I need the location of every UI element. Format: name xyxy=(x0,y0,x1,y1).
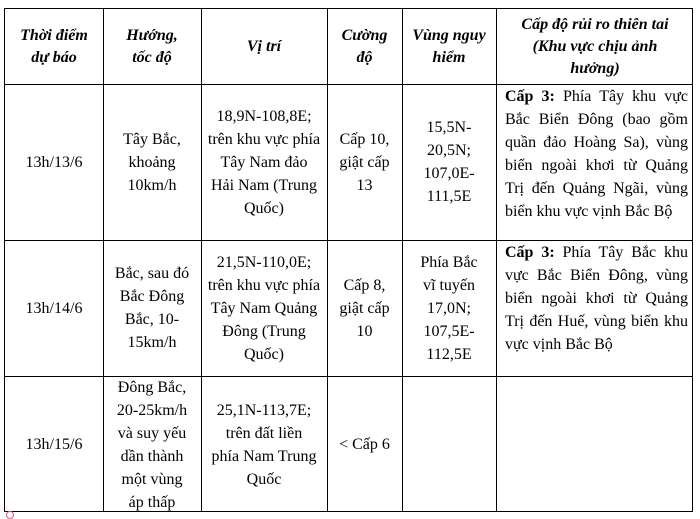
row2-direction: Bắc, sau đó Bắc Đông Bắc, 10-15km/h xyxy=(114,265,190,351)
header-time: Thời điểm dự báo xyxy=(20,26,88,66)
row2-danger-zone: Phía Bắc vĩ tuyến 17,0N; 107,5E-112,5E xyxy=(420,253,478,363)
row2-intensity: Cấp 8, giật cấp 10 xyxy=(339,276,390,340)
row1-danger-zone: 15,5N-20,5N; 107,0E-111,5E xyxy=(423,119,475,205)
header-direction: Hướng, tốc độ xyxy=(126,26,178,66)
row1-risk-area: Phía Tây khu vực Bắc Biển Đông (bao gồm quần đảo Hoàng Sa), vùng biển ngoài khơi từ Quảng Trị đến Quảng Ngãi, vùng biển khu vực vịnh Bắc Bộ xyxy=(505,88,689,220)
header-risk-level: Cấp độ rủi ro thiên tai (Khu vực chịu ảnh hưởng) xyxy=(521,15,669,77)
row1-direction: Tây Bắc, khoảng 10km/h xyxy=(123,130,181,194)
row3-direction: Đông Bắc, 20-25km/h và suy yếu dần thành một vùng áp thấp xyxy=(116,378,188,511)
row1-risk-cell xyxy=(496,84,694,240)
row2-position: 21,5N-110,0E; trên khu vực phía Tây Nam Quảng Đông (Trung Quốc) xyxy=(207,253,321,363)
row1-time: 13h/13/6 xyxy=(25,153,83,171)
row3-time: 13h/15/6 xyxy=(25,436,83,453)
row3-position: 25,1N-113,7E; trên đất liền phía Nam Trung Quốc xyxy=(211,401,317,488)
row1-position: 18,9N-108,8E; trên khu vực phía Tây Nam đảo Hải Nam (Trung Quốc) xyxy=(207,107,321,217)
header-danger-zone: Vùng nguy hiểm xyxy=(412,26,486,66)
row2-risk-cell xyxy=(496,240,694,376)
forecast-table xyxy=(4,8,693,512)
header-intensity: Cường độ xyxy=(341,26,388,66)
row2-risk-area: Phía Tây Bắc khu vực Bắc Biển Đông, vùng biển ngoài khơi từ Quảng Trị đến Huế, vùng biển khu vực vịnh Bắc Bộ xyxy=(505,244,689,353)
row2-time: 13h/14/6 xyxy=(25,299,83,317)
row3-risk-cell xyxy=(496,376,694,513)
row1-risk-level: Cấp 3: xyxy=(505,88,555,105)
row3-danger-zone xyxy=(402,376,496,513)
comment-marker-icon xyxy=(6,511,14,519)
row1-intensity: Cấp 10, giật cấp 13 xyxy=(339,130,390,194)
header-position: Vị trí xyxy=(246,37,282,55)
row3-intensity: < Cấp 6 xyxy=(339,436,390,453)
row2-risk-level: Cấp 3: xyxy=(505,244,555,261)
